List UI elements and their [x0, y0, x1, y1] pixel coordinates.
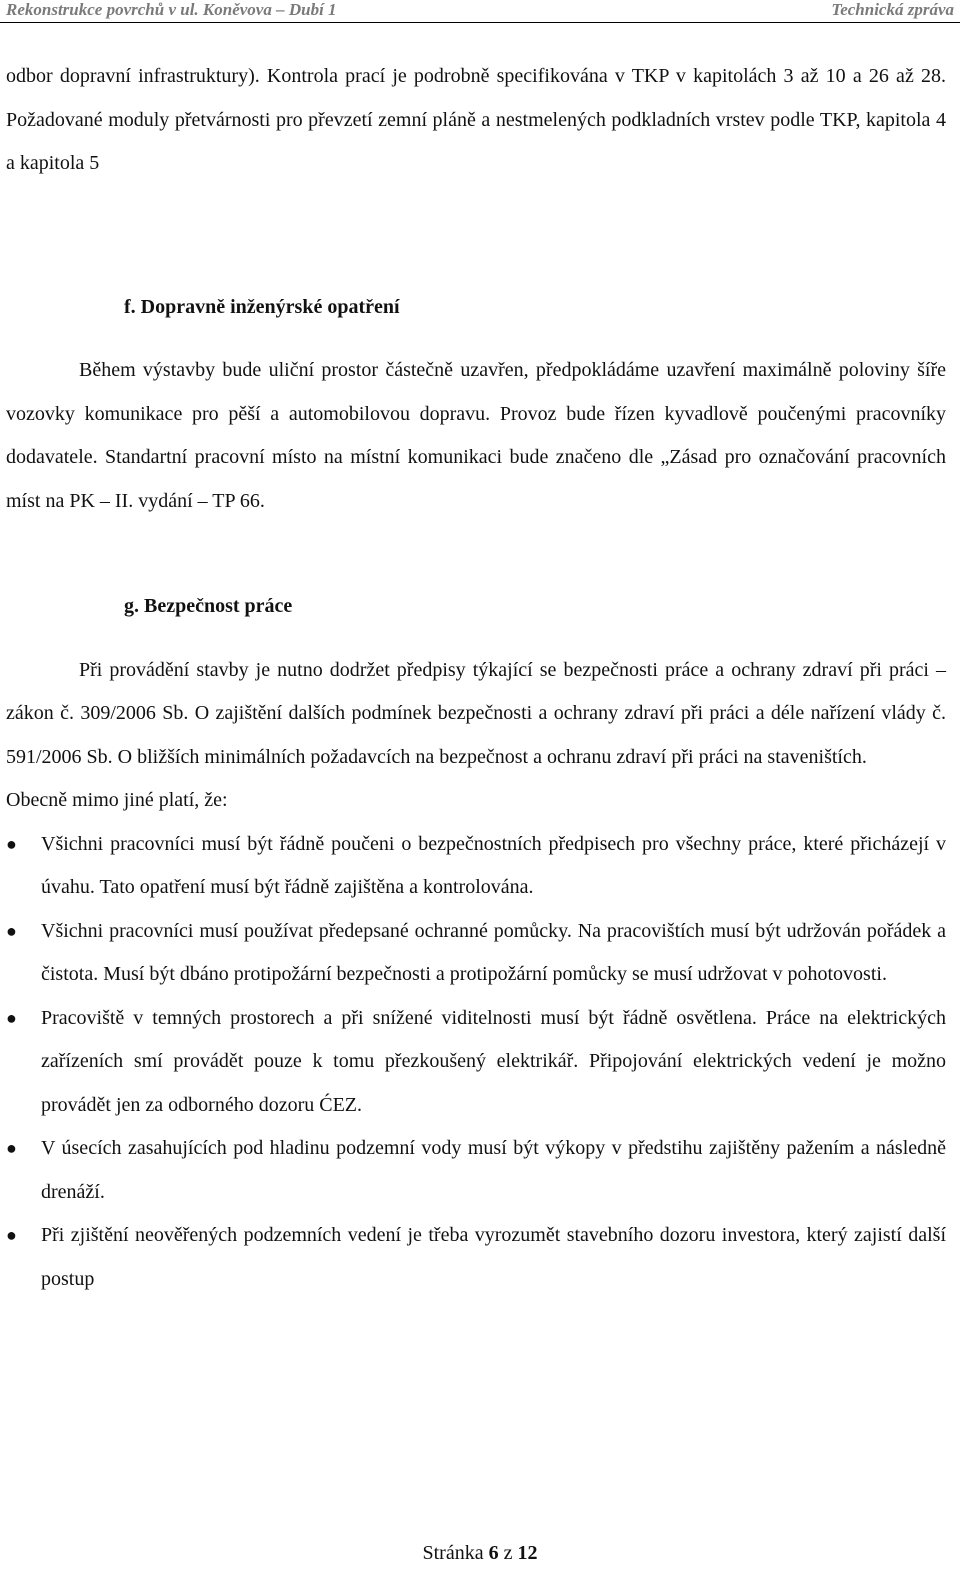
page-header: [0, 0, 960, 23]
section-f-heading: f. Dopravně inženýrské opatření: [124, 295, 400, 318]
list-item: [6, 910, 946, 997]
bullet-icon: ●: [6, 1225, 17, 1245]
list-item-text: Všichni pracovníci musí být řádně poučeni o bezpečnostních předpisech pro všechny práce, které přicházejí v úvahu. Tato opatření musí být řádně zajištěna a kontrolována.: [41, 832, 946, 898]
document-body: [6, 55, 946, 1301]
bullet-icon: ●: [6, 1138, 17, 1158]
section-f-paragraph: Během výstavby bude uliční prostor částečně uzavřen, předpokládáme uzavření maximálně poloviny šíře vozovky komunikace pro pěší a automobilovou dopravu. Provoz bude řízen kyvadlově poučenými pracovníky dodavatele. Standartní pracovní místo na místní komunikaci bude značeno dle „Zásad pro označování pracovních míst na PK – II. vydání – TP 66.: [6, 359, 946, 512]
header-document-type: Technická zpráva: [831, 0, 954, 19]
section-g-paragraph: Při provádění stavby je nutno dodržet předpisy týkající se bezpečnosti práce a ochrany zdraví při práci – zákon č. 309/2006 Sb. O zajištění dalších podmínek bezpečnosti a ochrany zdraví při práci a déle nařízení vlády č. 591/2006 Sb. O bližších minimálních požadavcích na bezpečnost a ochranu zdraví při práci na staveništích.: [6, 658, 946, 768]
list-item: [6, 1214, 946, 1301]
list-item: [6, 997, 946, 1128]
list-item-text: Všichni pracovníci musí používat předepsané ochranné pomůcky. Na pracovištích musí být udržován pořádek a čistota. Musí být dbáno protipožární bezpečnosti a protipožární pomůcky se musí udržovat v pohotovosti.: [41, 919, 946, 985]
header-project-title: Rekonstrukce povrchů v ul. Koněvova – Dubí 1: [6, 0, 337, 19]
page-footer: [0, 1542, 960, 1565]
page-label: Stránka: [422, 1542, 484, 1564]
list-item-text: Pracoviště v temných prostorech a při snížené viditelnosti musí být řádně osvětlena. Práce na elektrických zařízeních smí provádět pouze k tomu přezkoušený elektrikář. Připojování elektrických vedení je možno provádět jen za odborného dozoru ĆEZ.: [41, 1006, 946, 1116]
bullet-icon: ●: [6, 1007, 17, 1028]
list-item: [6, 823, 946, 910]
bullet-icon: ●: [6, 833, 17, 854]
total-page-count: 12: [517, 1542, 538, 1564]
current-page-number: 6: [488, 1542, 499, 1564]
safety-rules-list: [6, 823, 946, 1302]
list-item-text: V úsecích zasahujících pod hladinu podzemní vody musí být výkopy v předstihu zajištěny pažením a následně drenáží.: [41, 1137, 946, 1203]
section-g-lead: Obecně mimo jiné platí, že:: [6, 789, 228, 811]
list-item: [6, 1127, 946, 1214]
list-item-text: Při zjištění neověřených podzemních vedení je třeba vyrozumět stavebního dozoru investora, který zajistí další postup: [41, 1224, 946, 1290]
section-g-heading: g. Bezpečnost práce: [124, 595, 293, 617]
bullet-icon: ●: [6, 920, 17, 941]
page-of-label: z: [503, 1542, 513, 1564]
intro-paragraph: odbor dopravní infrastruktury). Kontrola prací je podrobně specifikována v TKP v kapitolách 3 až 10 a 26 až 28. Požadované moduly přetvárnosti pro převzetí zemní pláně a nestmelených podkladních vrstev podle TKP, kapitola 4 a kapitola 5: [6, 65, 946, 174]
